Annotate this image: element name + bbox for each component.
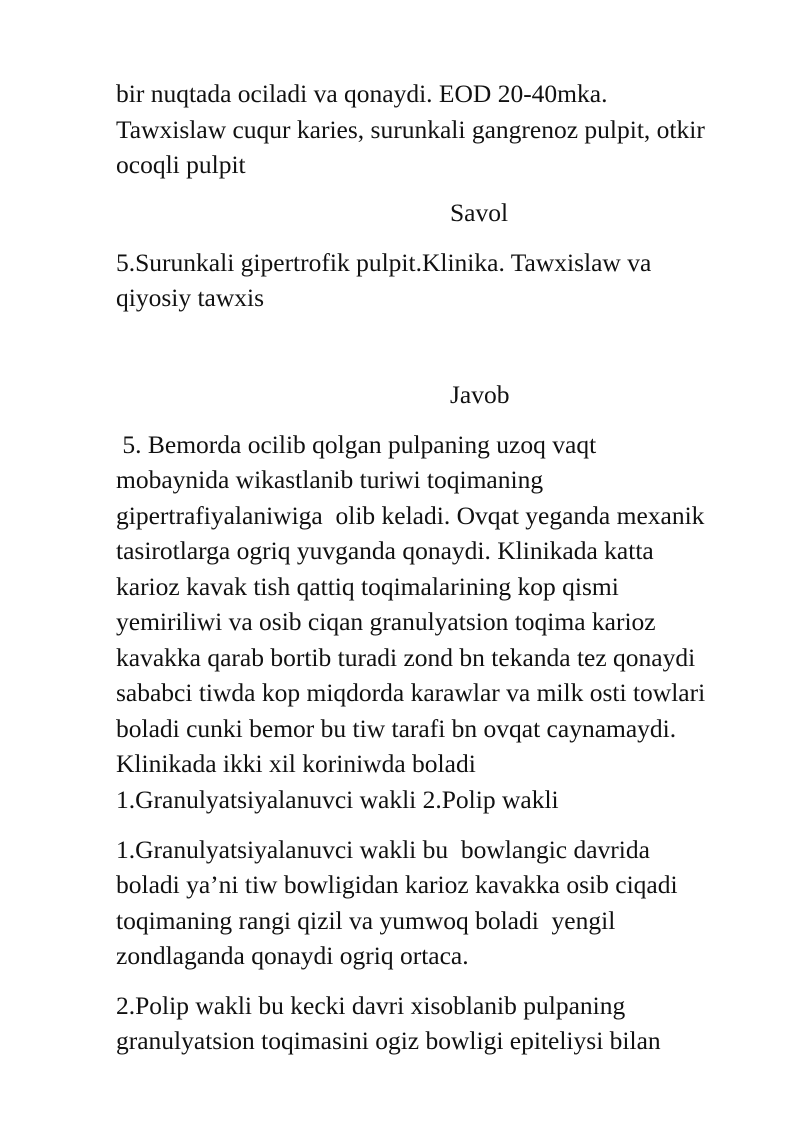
text-line: gipertrafiyalaniwiga olib keladi. Ovqat yeganda mexanik: [116, 501, 705, 530]
savol-heading: Savol: [450, 198, 509, 227]
text-line: boladi ya’ni tiw bowligidan karioz kavakka osib ciqadi: [116, 870, 678, 899]
text-line: Tawxislaw cuqur karies, surunkali gangrenoz pulpit, otkir: [116, 115, 705, 144]
text-line: 5.Surunkali gipertrofik pulpit.Klinika. Tawxislaw va: [116, 248, 652, 277]
text-line: granulyatsion toqimasini ogiz bowligi epiteliysi bilan: [116, 1026, 661, 1055]
text-line: 5. Bemorda ocilib qolgan pulpaning uzoq vaqt: [116, 430, 597, 459]
text-line: zondlaganda qonaydi ogriq ortaca.: [116, 941, 469, 970]
text-line: kavakka qarab bortib turadi zond bn tekanda tez qonaydi: [116, 643, 696, 672]
text-line: 2.Polip wakli bu kecki davri xisoblanib pulpaning: [116, 991, 626, 1020]
text-line: boladi cunki bemor bu tiw tarafi bn ovqat caynamaydi.: [116, 714, 677, 743]
text-line: sababci tiwda kop miqdorda karawlar va milk osti towlari: [116, 678, 706, 707]
text-line: tasirotlarga ogriq yuvganda qonaydi. Klinikada katta: [116, 536, 654, 565]
text-line: bir nuqtada ociladi va qonaydi. EOD 20-40mka.: [116, 79, 608, 108]
text-line: mobaynida wikastlanib turiwi toqimaning: [116, 465, 544, 494]
text-line: yemiriliwi va osib ciqan granulyatsion toqima karioz: [116, 607, 656, 636]
text-line: ocoqli pulpit: [116, 150, 246, 179]
text-line: karioz kavak tish qattiq toqimalarining kop qismi: [116, 572, 619, 601]
text-line: qiyosiy tawxis: [116, 283, 265, 312]
javob-heading: Javob: [450, 380, 510, 409]
text-line: Klinikada ikki xil koriniwda boladi: [116, 749, 476, 778]
text-line: toqimaning rangi qizil va yumwoq boladi yengil: [116, 906, 616, 935]
text-line: 1.Granulyatsiyalanuvci wakli 2.Polip wakli: [116, 785, 559, 814]
text-line: 1.Granulyatsiyalanuvci wakli bu bowlangic davrida: [116, 835, 650, 864]
